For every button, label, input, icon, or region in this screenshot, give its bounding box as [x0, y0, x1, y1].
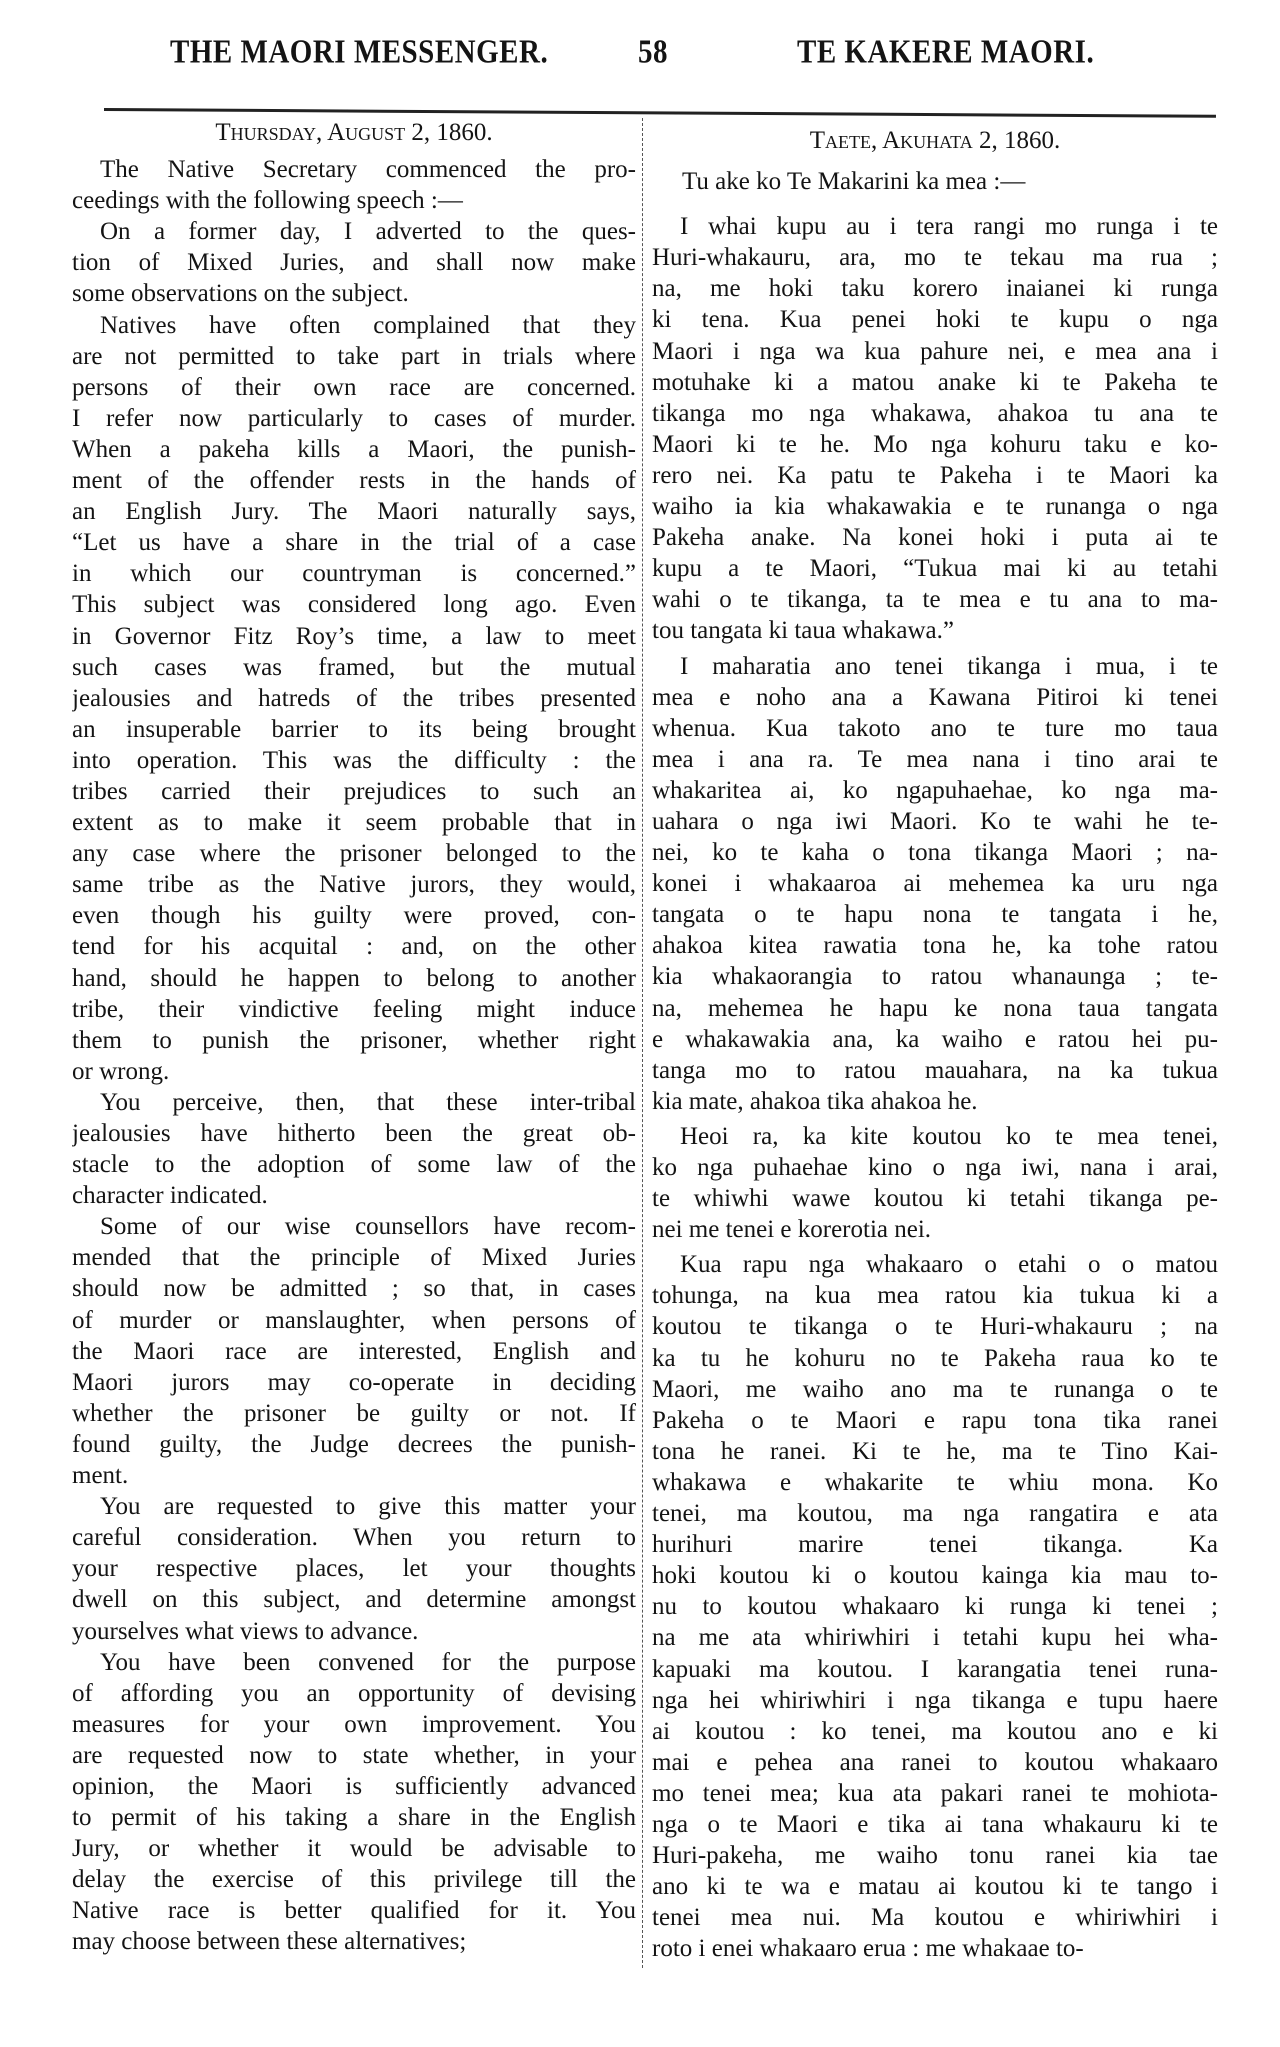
text-line: te whiwhi wawe koutou ki tetahi tikanga pe- — [652, 1185, 1218, 1213]
text-line: I maharatia ano tenei tikanga i mua, i te — [680, 652, 1218, 680]
text-line: any case where the prisoner belonged to the — [72, 840, 636, 868]
text-line: hand, should he happen to belong to another — [72, 964, 636, 992]
text-line: into operation. This was the difficulty : the — [72, 746, 636, 774]
text-line: ment. — [72, 1462, 129, 1490]
text-line: e whakawakia ana, ka waiho e ratou hei pu- — [652, 1025, 1218, 1053]
text-line: koutou te tikanga o te Huri-whakauru ; na — [652, 1313, 1218, 1341]
paragraph — [72, 1211, 636, 1491]
text-line: measures for your own improvement. You — [72, 1710, 636, 1738]
text-line: tion of Mixed Juries, and shall now make — [72, 249, 636, 277]
text-line: tona he ranei. Ki te he, ma te Tino Kai- — [652, 1437, 1218, 1465]
text-line: extent as to make it seem probable that in — [72, 809, 636, 837]
text-line: Some of our wise counsellors have recom- — [100, 1213, 636, 1241]
text-line: Huri-pakeha, me waiho tonu ranei kia tae — [652, 1842, 1218, 1870]
text-line: nei me tenei e korerotia nei. — [652, 1216, 932, 1244]
text-line: Maori jurors may co-operate in deciding — [72, 1368, 636, 1396]
text-line: kupu a te Maori, “Tukua mai ki au tetahi — [652, 555, 1218, 583]
text-line: in which our countryman is concerned.” — [72, 560, 636, 588]
text-line: opinion, the Maori is sufficiently advanced — [72, 1772, 636, 1800]
text-line: hoki koutou ki o koutou kainga kia mau to- — [652, 1562, 1218, 1590]
maori-body — [652, 211, 1218, 1964]
text-line: tanga mo to ratou mauahara, na ka tukua — [652, 1056, 1218, 1084]
text-line: Native race is better qualified for it. You — [72, 1897, 636, 1925]
paragraph — [652, 1249, 1218, 1964]
text-line: tenei mea nui. Ma koutou e whiriwhiri i — [652, 1904, 1218, 1932]
maori-intro-line: Tu ake ko Te Makarini ka mea :— — [682, 168, 1026, 196]
text-line: the Maori race are interested, English and — [72, 1337, 636, 1365]
text-line: roto i enei whakaaro erua : me whakaae to- — [652, 1935, 1084, 1963]
paragraph — [72, 216, 636, 309]
text-line: of murder or manslaughter, when persons of — [72, 1306, 636, 1334]
text-line: I refer now particularly to cases of murder. — [72, 404, 636, 432]
text-line: or wrong. — [72, 1057, 170, 1085]
text-line: waiho ia kia whakawakia e te runanga o nga — [652, 493, 1218, 521]
text-line: yourselves what views to advance. — [72, 1617, 419, 1645]
text-line: na me ata whiriwhiri i tetahi kupu hei wha- — [652, 1624, 1218, 1652]
text-line: You have been convened for the purpose — [100, 1648, 636, 1676]
text-line: mo tenei mea; kua ata pakari ranei te mohiota- — [652, 1779, 1218, 1807]
text-line: uahara o nga iwi Maori. Ko te wahi he te- — [652, 807, 1218, 835]
text-line: nei, ko te kaha o tona tikanga Maori ; na- — [652, 839, 1218, 867]
text-line: Jury, or whether it would be advisable to — [72, 1835, 636, 1863]
text-line: may choose between these alternatives; — [72, 1928, 467, 1956]
maori-column — [652, 125, 1218, 1964]
text-line: dwell on this subject, and determine amongst — [72, 1586, 636, 1614]
text-line: I whai kupu au i tera rangi mo runga i te — [680, 213, 1218, 241]
text-line: tribes carried their prejudices to such an — [72, 777, 636, 805]
text-line: are not permitted to take part in trials where — [72, 342, 636, 370]
text-line: ko nga puhaehae kino o nga iwi, nana i arai, — [652, 1154, 1218, 1181]
text-line: tribe, their vindictive feeling might induce — [72, 995, 636, 1023]
text-line: mai e pehea ana ranei to koutou whakaaro — [652, 1748, 1218, 1776]
text-line: delay the exercise of this privilege till the — [72, 1866, 636, 1894]
text-line: whakaritea ai, ko ngapuhaehae, ko nga ma- — [652, 776, 1218, 804]
text-line: Pakeha anake. Na konei hoki i puta ai te — [652, 524, 1218, 552]
text-line: Huri-whakauru, ara, mo te tekau ma rua ; — [652, 244, 1218, 272]
paragraph — [72, 1491, 636, 1646]
text-line: tikanga mo nga whakawa, ahakoa tu ana te — [652, 399, 1218, 427]
text-line: found guilty, the Judge decrees the punish- — [72, 1430, 636, 1458]
text-line: whether the prisoner be guilty or not. If — [72, 1399, 636, 1427]
text-line: whenua. Kua takoto ano te ture mo taua — [652, 714, 1218, 742]
text-line: same tribe as the Native jurors, they would, — [72, 871, 636, 899]
text-line: kapuaki ma koutou. I karangatia tenei runa- — [652, 1655, 1218, 1683]
text-line: Maori i nga wa kua pahure nei, e mea ana i — [652, 337, 1218, 365]
text-line: are requested now to state whether, in your — [72, 1741, 636, 1769]
text-line: ai koutou : ko tenei, ma koutou ano e ki — [652, 1717, 1218, 1745]
text-line: Heoi ra, ka kite koutou ko te mea tenei, — [680, 1122, 1218, 1150]
text-line: konei i whakaaroa ai mehemea ka uru nga — [652, 870, 1218, 898]
text-line: ment of the offender rests in the hands of — [72, 467, 636, 495]
text-line: ki tena. Kua penei hoki te kupu o nga — [652, 306, 1218, 334]
masthead-english: THE MAORI MESSENGER. — [170, 33, 549, 71]
text-line: some observations on the subject. — [72, 280, 409, 308]
masthead-maori: TE KAKERE MAORI. — [797, 33, 1095, 71]
text-line: them to punish the prisoner, whether right — [72, 1026, 636, 1054]
text-line: whakawa e whakarite te whiu mona. Ko — [652, 1468, 1218, 1496]
page-number: 58 — [638, 33, 668, 71]
text-line: of affording you an opportunity of devising — [72, 1679, 636, 1707]
text-line: should now be admitted ; so that, in cases — [72, 1275, 636, 1303]
text-line: nu to koutou whakaaro ki runga ki tenei ; — [652, 1593, 1218, 1621]
text-line: kia mate, ahakoa tika ahakoa he. — [652, 1087, 978, 1115]
english-body — [72, 154, 636, 1957]
english-column — [72, 117, 636, 1958]
text-line: character indicated. — [72, 1182, 268, 1210]
text-line: even though his guilty were proved, con- — [72, 902, 636, 930]
text-line: When a pakeha kills a Maori, the punish- — [72, 435, 636, 463]
text-line: rero nei. Ka patu te Pakeha i te Maori ka — [652, 461, 1218, 489]
column-divider — [642, 118, 643, 1968]
text-line: to permit of his taking a share in the English — [72, 1804, 636, 1832]
paragraph — [652, 651, 1218, 1117]
text-line: jealousies have hitherto been the great ob- — [72, 1120, 636, 1147]
paragraph — [72, 1647, 636, 1958]
text-line: careful consideration. When you return to — [72, 1524, 636, 1552]
text-line: tenei, ma koutou, ma nga rangatira e ata — [652, 1500, 1218, 1528]
text-line: stacle to the adoption of some law of the — [72, 1151, 636, 1179]
text-line: an English Jury. The Maori naturally says, — [72, 498, 636, 526]
text-line: tohunga, na kua mea ratou kia tukua ki a — [652, 1282, 1218, 1310]
text-line: Maori, me waiho ano ma te runanga o te — [652, 1375, 1218, 1403]
text-line: nga hei whiriwhiri i nga tikanga e tupu haere — [652, 1686, 1218, 1714]
text-line: This subject was considered long ago. Even — [72, 591, 636, 619]
english-date-heading: Thursday, August 2, 1860. — [215, 119, 493, 146]
text-line: You are requested to give this matter your — [100, 1493, 636, 1521]
maori-date-heading: Taete, Akuhata 2, 1860. — [809, 127, 1061, 154]
text-line: hurihuri marire tenei tikanga. Ka — [652, 1531, 1218, 1559]
text-line: kia whakaorangia to ratou whanaunga ; te- — [652, 963, 1218, 991]
text-line: your respective places, let your thoughts — [72, 1555, 636, 1583]
text-line: tangata o te hapu nona te tangata i he, — [652, 901, 1218, 929]
text-line: Maori ki te he. Mo nga kohuru taku e ko- — [652, 430, 1218, 458]
text-line: “Let us have a share in the trial of a case — [72, 529, 636, 557]
text-line: mended that the principle of Mixed Juries — [72, 1244, 636, 1272]
text-line: nga o te Maori e tika ai tana whakauru ki te — [652, 1810, 1218, 1838]
text-line: wahi o te tikanga, ta te mea e tu ana to ma- — [652, 586, 1218, 614]
text-line: in Governor Fitz Roy’s time, a law to meet — [72, 622, 636, 650]
text-line: an insuperable barrier to its being brought — [72, 715, 636, 743]
text-line: On a former day, I adverted to the ques- — [100, 218, 636, 246]
text-line: Pakeha o te Maori e rapu tona tika ranei — [652, 1406, 1218, 1434]
text-line: ceedings with the following speech :— — [72, 187, 463, 215]
paragraph — [652, 211, 1218, 646]
paragraph — [72, 154, 636, 216]
text-line: mea e noho ana a Kawana Pitiroi ki tenei — [652, 683, 1218, 711]
text-line: Natives have often complained that they — [100, 311, 636, 339]
paragraph — [72, 1087, 636, 1211]
text-line: na, me hoki taku korero inaianei ki runga — [652, 275, 1218, 303]
text-line: The Native Secretary commenced the pro- — [100, 156, 636, 184]
text-line: ano ki te wa e matau ai koutou ki te tango i — [652, 1873, 1218, 1901]
paragraph — [72, 310, 636, 1087]
text-line: You perceive, then, that these inter-tribal — [100, 1088, 636, 1116]
text-line: jealousies and hatreds of the tribes presented — [72, 684, 636, 712]
text-line: na, mehemea he hapu ke nona taua tangata — [652, 994, 1218, 1022]
text-line: tou tangata ki taua whakawa.” — [652, 617, 954, 645]
text-line: ka tu he kohuru no te Pakeha raua ko te — [652, 1344, 1218, 1372]
text-line: ahakoa kitea rawatia tona he, ka tohe ratou — [652, 932, 1218, 960]
text-line: Kua rapu nga whakaaro o etahi o o matou — [680, 1251, 1218, 1279]
text-line: mea i ana ra. Te mea nana i tino arai te — [652, 745, 1218, 773]
text-line: motuhake ki a matou anake ki te Pakeha te — [652, 368, 1218, 396]
paragraph — [652, 1121, 1218, 1245]
text-line: such cases was framed, but the mutual — [72, 653, 636, 681]
text-line: persons of their own race are concerned. — [72, 373, 636, 401]
text-line: tend for his acquital : and, on the other — [72, 933, 636, 961]
